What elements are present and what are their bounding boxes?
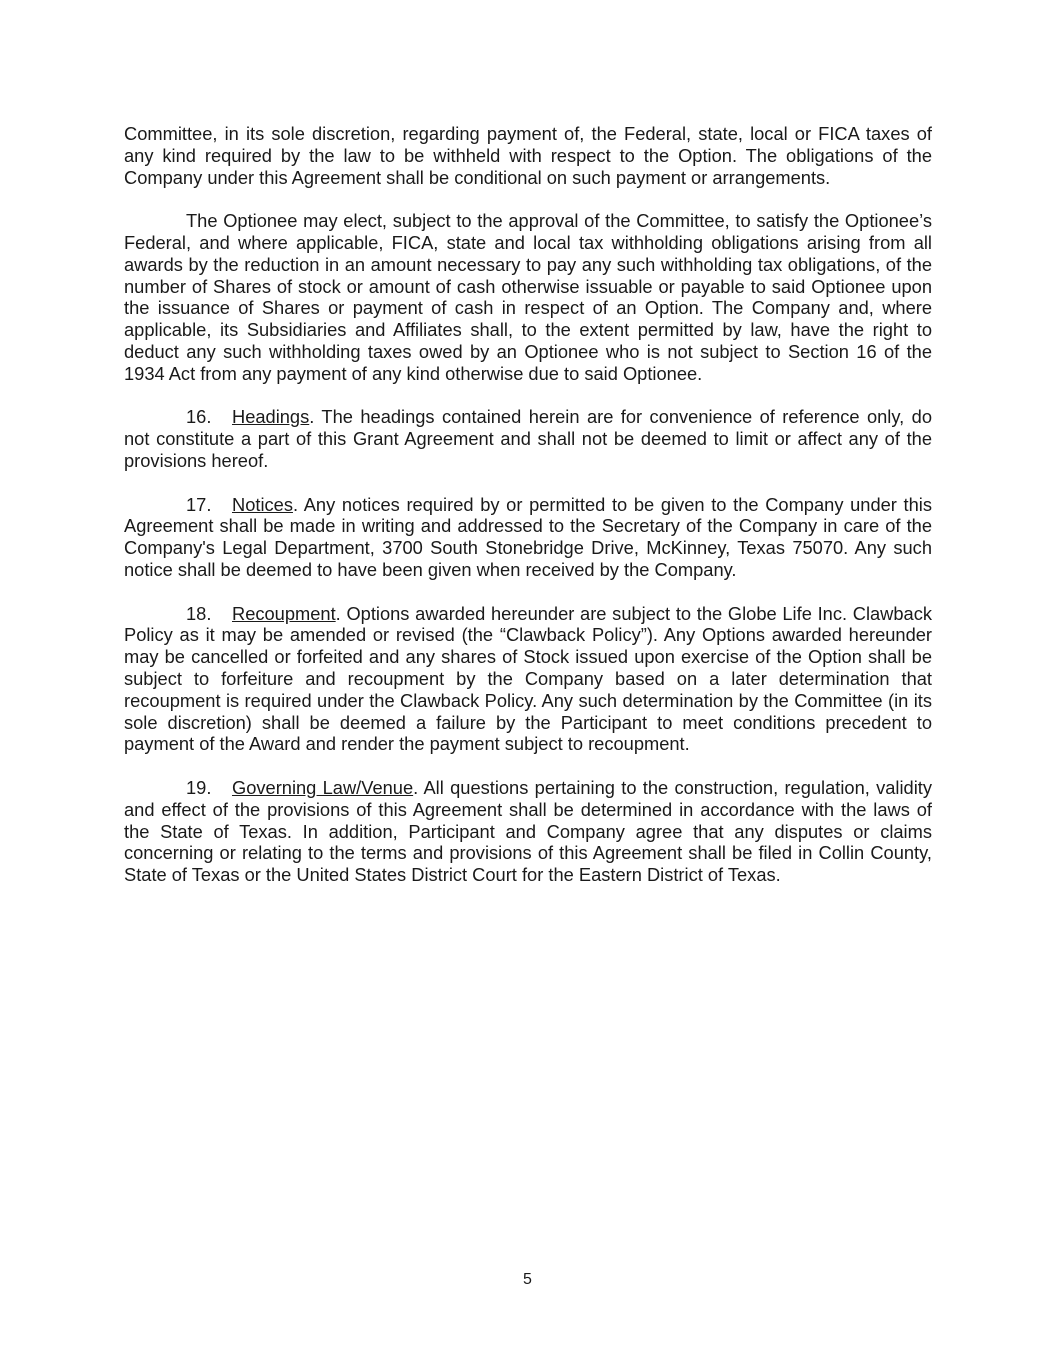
section-19-governing-law (124, 777, 932, 886)
paragraph-tax-withholding: The Optionee may elect, subject to the approval of the Committee, to satisfy the Optionee’s Federal, and where applicable, FICA, state and local tax withholding obligations arising from all awards by the reduction in an amount necessary to pay any such withholding tax obligations, of the number of Shares of stock or amount of cash otherwise issuable or payable to said Optionee upon the issuance of Shares or payment of cash in respect of an Option. The Company and, where applicable, its Subsidiaries and Affiliates shall, to the extent permitted by law, have the right to deduct any such withholding taxes owed by an Optionee who is not subject to Section 16 of the 1934 Act from any payment of any kind otherwise due to said Optionee. (124, 210, 932, 384)
section-number: 18. (186, 602, 212, 624)
page-number: 5 (523, 1271, 532, 1288)
paragraph-tax-continuation: Committee, in its sole discretion, regarding payment of, the Federal, state, local or FICA taxes of any kind required by the law to be withheld with respect to the Option. The obligations of the Company under this Agreement shall be conditional on such payment or arrangements. (124, 123, 932, 188)
section-text: . The headings contained herein are for convenience of reference only, do not constitute a part of this Grant Agreement and shall not be deemed to limit or affect any of the provisions hereof. (124, 406, 932, 471)
section-16-headings (124, 406, 932, 471)
section-18-recoupment (124, 603, 932, 756)
document-body (124, 123, 932, 908)
section-heading: Headings (232, 406, 310, 428)
section-text: . Options awarded hereunder are subject to the Globe Life Inc. Clawback Policy as it may be amended or revised (the “Clawback Policy”). Any Options awarded hereunder may be cancelled or forfeited and any shares of Stock issued upon exercise of the Option shall be subject to forfeiture and recoupment by the Company based on a later determination that recoupment is required under the Clawback Policy. Any such determination by the Committee (in its sole discretion) shall be deemed a failure by the Participant to meet conditions precedent to payment of the Award and render the payment subject to recoupment. (124, 602, 932, 755)
section-heading: Governing Law/Venue (232, 776, 414, 798)
section-heading: Recoupment (232, 602, 336, 624)
section-number: 17. (186, 493, 212, 515)
section-17-notices (124, 494, 932, 581)
section-number: 19. (186, 776, 212, 798)
section-number: 16. (186, 406, 212, 428)
section-text: . All questions pertaining to the construction, regulation, validity and effect of the provisions of this Agreement shall be determined in accordance with the laws of the State of Texas. In addition, Participant and Company agree that any disputes or claims concerning or relating to the terms and provisions of this Agreement shall be filed in Collin County, State of Texas or the United States District Court for the Eastern District of Texas. (124, 776, 932, 886)
section-heading: Notices (232, 493, 293, 515)
section-text: . Any notices required by or permitted to be given to the Company under this Agreement shall be made in writing and addressed to the Secretary of the Company in care of the Company's Legal Department, 3700 South Stonebridge Drive, McKinney, Texas 75070. Any such notice shall be deemed to have been given when received by the Company. (124, 493, 932, 580)
